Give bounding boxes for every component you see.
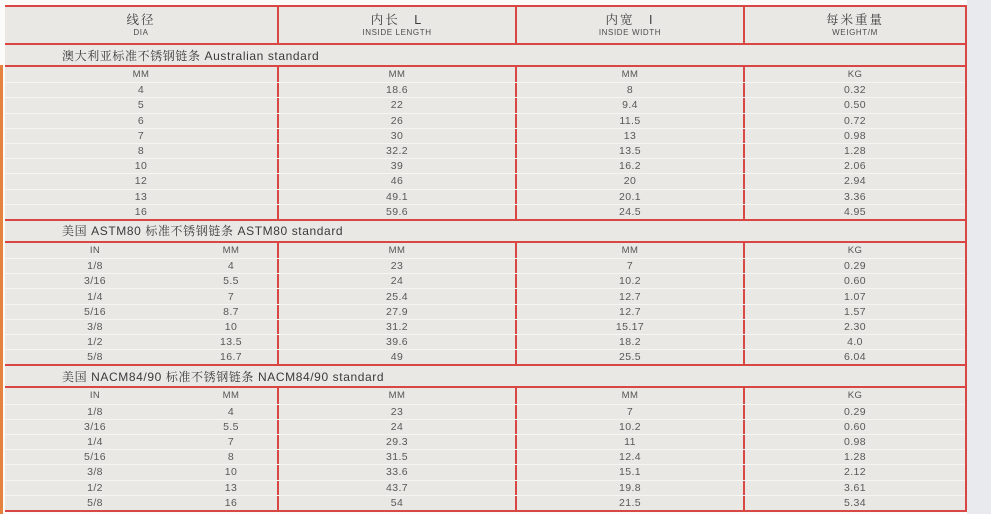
table-row (5, 434, 965, 449)
cell-inside-length: 33.6 (277, 465, 515, 479)
cell-dia: 7 (137, 129, 145, 142)
cell-inside-length: 25.4 (277, 289, 515, 303)
table-row (5, 319, 965, 334)
cell-inside-width: 9.4 (515, 98, 743, 112)
cell-weight: 0.29 (743, 405, 965, 419)
cell-dia-mm: 4 (227, 260, 235, 273)
cell-inside-length: MM (277, 388, 515, 403)
cell-inside-length: 59.6 (277, 205, 515, 219)
cell-dia: MM (132, 69, 150, 81)
cell-inside-length: 23 (277, 259, 515, 273)
cell-inside-width: 16.2 (515, 159, 743, 173)
units-row (5, 388, 965, 403)
table-row (5, 143, 965, 158)
page-edge-bar (0, 65, 3, 514)
header-dia (5, 7, 277, 43)
table-row (5, 97, 965, 112)
cell-inside-width: MM (515, 388, 743, 403)
header-weight-zh: 每米重量 (825, 12, 884, 27)
cell-dia: 10 (134, 160, 148, 173)
table-row (5, 189, 965, 204)
cell-weight: 1.07 (743, 289, 965, 303)
table-row (5, 173, 965, 188)
header-inside-width (515, 7, 743, 43)
cell-dia-in: 5/8 (87, 496, 103, 509)
cell-dia-in: 5/16 (83, 451, 107, 464)
cell-dia-mm: 4 (227, 405, 235, 418)
cell-dia-mm: 16 (224, 496, 238, 509)
cell-weight: 3.36 (743, 190, 965, 204)
cell-inside-width: 20.1 (515, 190, 743, 204)
cell-dia-in: 5/8 (87, 351, 103, 364)
header-weight-en: WEIGHT/M (832, 27, 878, 37)
cell-dia-in: IN (89, 244, 101, 256)
cell-dia: 13 (134, 190, 148, 203)
cell-inside-length: 31.2 (277, 320, 515, 334)
cell-inside-width: MM (515, 243, 743, 258)
header-dia-zh: 线径 (126, 12, 156, 27)
cell-inside-length: 49.1 (277, 190, 515, 204)
cell-dia: 16 (134, 205, 148, 218)
units-row (5, 67, 965, 82)
cell-weight: 0.72 (743, 114, 965, 128)
cell-weight: 2.12 (743, 465, 965, 479)
table-row (5, 273, 965, 288)
cell-dia-in: 3/8 (87, 466, 103, 479)
page-margin-right (967, 0, 991, 514)
cell-inside-length: 46 (277, 174, 515, 188)
cell-inside-length: 26 (277, 114, 515, 128)
cell-inside-width: 24.5 (515, 205, 743, 219)
cell-inside-width: 12.7 (515, 305, 743, 319)
cell-dia: 12 (134, 175, 148, 188)
cell-dia-mm: 5.5 (223, 275, 239, 288)
header-dia-en: DIA (133, 27, 149, 37)
cell-inside-width: 12.4 (515, 450, 743, 464)
cell-inside-length: 29.3 (277, 435, 515, 449)
cell-inside-length: 23 (277, 405, 515, 419)
cell-inside-width: 12.7 (515, 289, 743, 303)
cell-weight: 1.28 (743, 144, 965, 158)
cell-weight: 4.0 (743, 335, 965, 349)
cell-inside-width: 25.5 (515, 350, 743, 364)
cell-inside-width: 15.1 (515, 465, 743, 479)
cell-inside-length: 24 (277, 274, 515, 288)
cell-inside-width: MM (515, 67, 743, 82)
cell-inside-width: 11 (515, 435, 743, 449)
cell-inside-length: 54 (277, 496, 515, 510)
cell-inside-width: 10.2 (515, 420, 743, 434)
cell-weight: 2.94 (743, 174, 965, 188)
cell-dia-in: 3/16 (83, 420, 107, 433)
cell-inside-length: 27.9 (277, 305, 515, 319)
table-row (5, 304, 965, 319)
cell-inside-width: 21.5 (515, 496, 743, 510)
cell-inside-width: 19.8 (515, 481, 743, 495)
header-weight (743, 7, 965, 43)
cell-dia-in: 1/8 (87, 260, 103, 273)
cell-dia-in: 1/2 (87, 481, 103, 494)
cell-inside-width: 18.2 (515, 335, 743, 349)
header-inside-length-zh: 内长 L (370, 12, 424, 27)
cell-weight: 0.50 (743, 98, 965, 112)
cell-weight: 2.06 (743, 159, 965, 173)
header-inside-length-en: INSIDE LENGTH (362, 27, 432, 37)
cell-weight: 0.60 (743, 420, 965, 434)
cell-dia-in: 3/16 (83, 275, 107, 288)
cell-inside-width: 10.2 (515, 274, 743, 288)
cell-weight: KG (743, 243, 965, 258)
table-row (5, 82, 965, 97)
cell-dia-mm: 7 (227, 436, 235, 449)
cell-inside-width: 15.17 (515, 320, 743, 334)
cell-weight: 0.98 (743, 129, 965, 143)
cell-weight: 2.30 (743, 320, 965, 334)
cell-dia-mm: 16.7 (219, 351, 243, 364)
cell-dia-mm: 8.7 (223, 305, 239, 318)
cell-weight: KG (743, 388, 965, 403)
cell-dia-in: IN (89, 390, 101, 402)
cell-inside-length: 24 (277, 420, 515, 434)
cell-inside-width: 13.5 (515, 144, 743, 158)
cell-inside-width: 8 (515, 83, 743, 97)
spec-table-body (5, 43, 965, 510)
table-header (5, 7, 965, 43)
table-row (5, 480, 965, 495)
table-row (5, 113, 965, 128)
cell-dia: 4 (137, 84, 145, 97)
cell-dia-in: 1/4 (87, 290, 103, 303)
cell-dia-in: 5/16 (83, 305, 107, 318)
cell-dia: 5 (137, 99, 145, 112)
cell-dia-mm: 13 (224, 481, 238, 494)
section-title: 美国 NACM84/90 标准不锈钢链条 NACM84/90 standard (5, 364, 965, 388)
cell-dia-mm: 8 (227, 451, 235, 464)
cell-inside-length: 49 (277, 350, 515, 364)
cell-weight: 0.60 (743, 274, 965, 288)
cell-inside-length: 31.5 (277, 450, 515, 464)
cell-inside-width: 7 (515, 259, 743, 273)
cell-weight: 3.61 (743, 481, 965, 495)
cell-dia: 6 (137, 114, 145, 127)
header-inside-length (277, 7, 515, 43)
cell-inside-length: 22 (277, 98, 515, 112)
cell-weight: KG (743, 67, 965, 82)
cell-inside-length: 30 (277, 129, 515, 143)
table-row (5, 334, 965, 349)
header-inside-width-en: INSIDE WIDTH (598, 27, 662, 37)
cell-weight: 5.34 (743, 496, 965, 510)
table-row (5, 419, 965, 434)
cell-inside-length: 18.6 (277, 83, 515, 97)
table-row (5, 495, 965, 510)
table-row (5, 404, 965, 419)
cell-weight: 1.28 (743, 450, 965, 464)
table-row (5, 258, 965, 273)
table-row (5, 128, 965, 143)
table-row (5, 288, 965, 303)
table-row (5, 204, 965, 219)
cell-dia: 8 (137, 145, 145, 158)
section-title: 美国 ASTM80 标准不锈钢链条 ASTM80 standard (5, 219, 965, 243)
cell-dia-in: 3/8 (87, 320, 103, 333)
cell-weight: 1.57 (743, 305, 965, 319)
cell-inside-width: 7 (515, 405, 743, 419)
table-row (5, 158, 965, 173)
cell-dia-in: 1/8 (87, 405, 103, 418)
section-title: 澳大利亚标准不锈钢链条 Australian standard (5, 43, 965, 67)
header-inside-width-zh: 内宽 I (605, 12, 655, 27)
cell-weight: 0.98 (743, 435, 965, 449)
cell-dia-mm: 10 (224, 320, 238, 333)
cell-inside-length: 39 (277, 159, 515, 173)
cell-dia-mm: 7 (227, 290, 235, 303)
cell-weight: 0.29 (743, 259, 965, 273)
cell-inside-length: 43.7 (277, 481, 515, 495)
table-row (5, 349, 965, 364)
cell-dia-mm: 5.5 (223, 420, 239, 433)
cell-inside-length: 32.2 (277, 144, 515, 158)
cell-inside-length: MM (277, 67, 515, 82)
cell-dia-mm: MM (222, 390, 240, 402)
cell-inside-width: 13 (515, 129, 743, 143)
cell-inside-length: MM (277, 243, 515, 258)
cell-weight: 4.95 (743, 205, 965, 219)
cell-inside-width: 20 (515, 174, 743, 188)
chain-spec-table (5, 5, 967, 512)
cell-weight: 0.32 (743, 83, 965, 97)
cell-dia-mm: MM (222, 244, 240, 256)
cell-weight: 6.04 (743, 350, 965, 364)
table-row (5, 449, 965, 464)
table-row (5, 464, 965, 479)
cell-dia-mm: 13.5 (219, 336, 243, 349)
cell-inside-width: 11.5 (515, 114, 743, 128)
cell-dia-in: 1/4 (87, 436, 103, 449)
cell-inside-length: 39.6 (277, 335, 515, 349)
cell-dia-mm: 10 (224, 466, 238, 479)
units-row (5, 243, 965, 258)
cell-dia-in: 1/2 (87, 336, 103, 349)
